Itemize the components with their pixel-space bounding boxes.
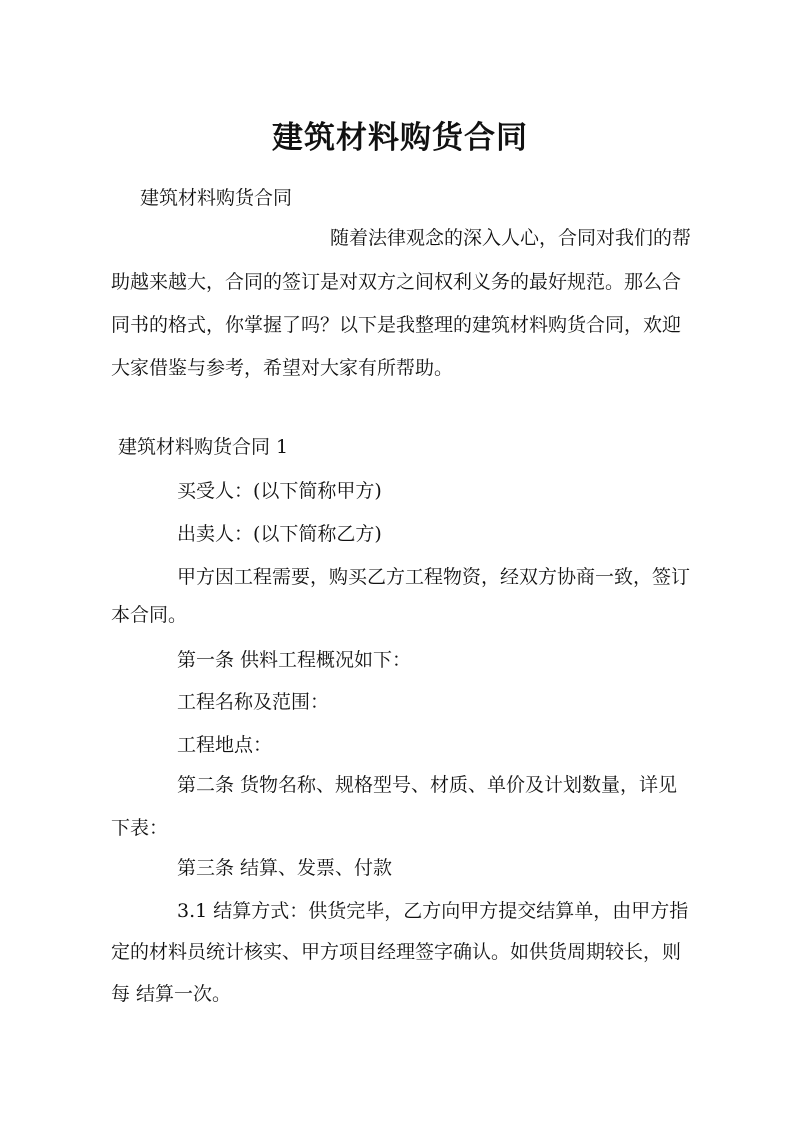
intro-line-4: 大家借鉴与参考，希望对大家有所帮助。	[111, 357, 454, 379]
article-3-heading: 第三条 结算、发票、付款	[177, 857, 393, 879]
clause-3-1-line-1: 3.1 结算方式：供货完毕，乙方向甲方提交结算单，由甲方指	[177, 900, 689, 922]
article-1-heading: 第一条 供料工程概况如下：	[177, 649, 412, 671]
project-name-line: 工程名称及范围：	[177, 691, 330, 713]
article-2-heading: 第二条 货物名称、规格型号、材质、单价及计划数量，详见	[177, 774, 678, 796]
section-heading: 建筑材料购货合同 1	[118, 436, 289, 458]
document-subtitle: 建筑材料购货合同	[140, 187, 293, 209]
article-2-cont: 下表：	[111, 817, 169, 839]
body-line-purpose: 甲方因工程需要，购买乙方工程物资，经双方协商一致，签订	[177, 566, 691, 588]
document-title: 建筑材料购货合同	[272, 120, 528, 156]
intro-line-2: 助越来越大，合同的签订是对双方之间权利义务的最好规范。那么合	[111, 271, 682, 293]
body-line-buyer: 买受人：(以下简称甲方)	[177, 480, 382, 502]
body-line-purpose-cont: 本合同。	[111, 604, 188, 626]
body-line-seller: 出卖人：(以下简称乙方)	[177, 523, 382, 545]
project-location-line: 工程地点：	[177, 734, 273, 756]
clause-3-1-line-3: 每 结算一次。	[111, 983, 232, 1005]
intro-line-1: 随着法律观念的深入人心，合同对我们的帮	[330, 227, 692, 249]
clause-3-1-line-2: 定的材料员统计核实、甲方项目经理签字确认。如供货周期较长，则	[111, 941, 682, 963]
intro-line-3: 同书的格式，你掌握了吗？以下是我整理的建筑材料购货合同，欢迎	[111, 314, 682, 336]
